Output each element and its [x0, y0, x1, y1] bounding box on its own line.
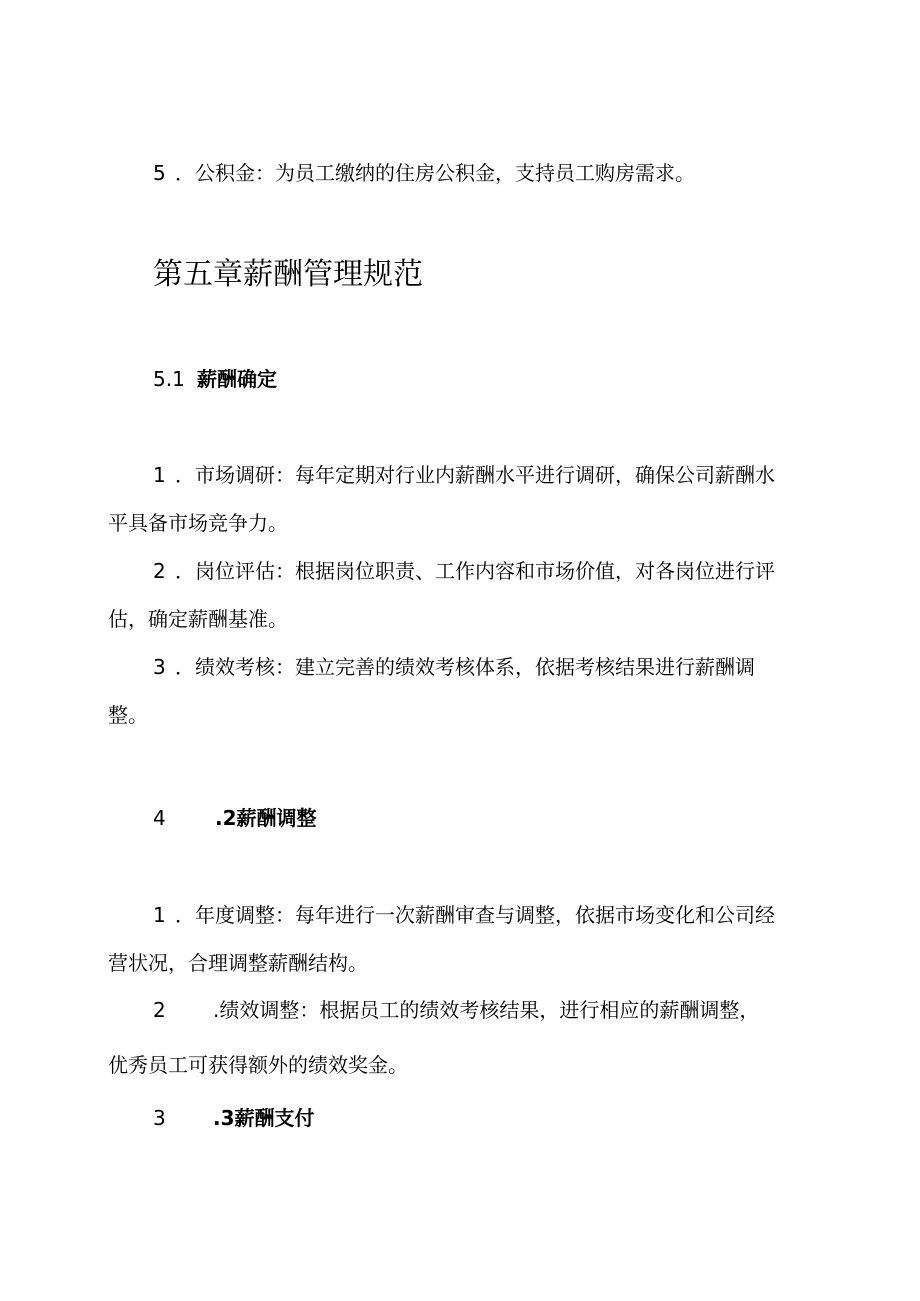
paragraph-5-1-item-2-line-2: 估，确定薪酬基准。	[108, 607, 288, 631]
item-text: ．绩效考核：建立完善的绩效考核体系，依据考核结果进行薪酬调	[175, 655, 755, 679]
item-text: .绩效调整：根据员工的绩效考核结果，进行相应的薪酬调整，	[213, 998, 760, 1022]
section-heading-5-3	[153, 1106, 315, 1130]
item-text: ．公积金：为员工缴纳的住房公积金，支持员工购房需求。	[175, 161, 695, 185]
item-number: 2	[153, 559, 166, 583]
item-number: 1	[153, 903, 166, 927]
paragraph-5-1-item-3-line-2: 整。	[108, 703, 148, 727]
paragraph-item-5	[153, 161, 695, 185]
section-heading-5-1	[153, 367, 277, 391]
section-title: .2薪酬调整	[215, 806, 317, 830]
paragraph-5-1-item-1-line-2: 平具备市场竞争力。	[108, 511, 288, 535]
item-text: ．市场调研：每年定期对行业内薪酬水平进行调研，确保公司薪酬水	[175, 463, 775, 487]
item-text: ．年度调整：每年进行一次薪酬审查与调整，依据市场变化和公司经	[175, 903, 775, 927]
paragraph-5-1-item-3-line-1	[153, 655, 755, 679]
section-number: 4	[153, 806, 166, 830]
paragraph-5-1-item-2-line-1	[153, 559, 775, 583]
paragraph-5-2-item-2-line-1	[153, 998, 759, 1022]
item-number: 1	[153, 463, 166, 487]
item-number: 2	[153, 998, 166, 1022]
section-heading-5-2	[153, 806, 317, 830]
chapter-title: 第五章薪酬管理规范	[153, 257, 423, 292]
paragraph-5-2-item-1-line-1	[153, 903, 775, 927]
paragraph-5-2-item-1-line-2: 营状况，合理调整薪酬结构。	[108, 951, 368, 975]
item-number: 3	[153, 655, 166, 679]
section-title: 薪酬确定	[197, 367, 277, 391]
paragraph-5-1-item-1-line-1	[153, 463, 775, 487]
section-number: 3	[153, 1106, 166, 1130]
paragraph-5-2-item-2-line-2: 优秀员工可获得额外的绩效奖金。	[108, 1053, 408, 1077]
section-number: 5.1	[153, 367, 185, 391]
item-text: ．岗位评估：根据岗位职责、工作内容和市场价值，对各岗位进行评	[175, 559, 775, 583]
section-title: .3薪酬支付	[213, 1106, 315, 1130]
item-number: 5	[153, 161, 166, 185]
